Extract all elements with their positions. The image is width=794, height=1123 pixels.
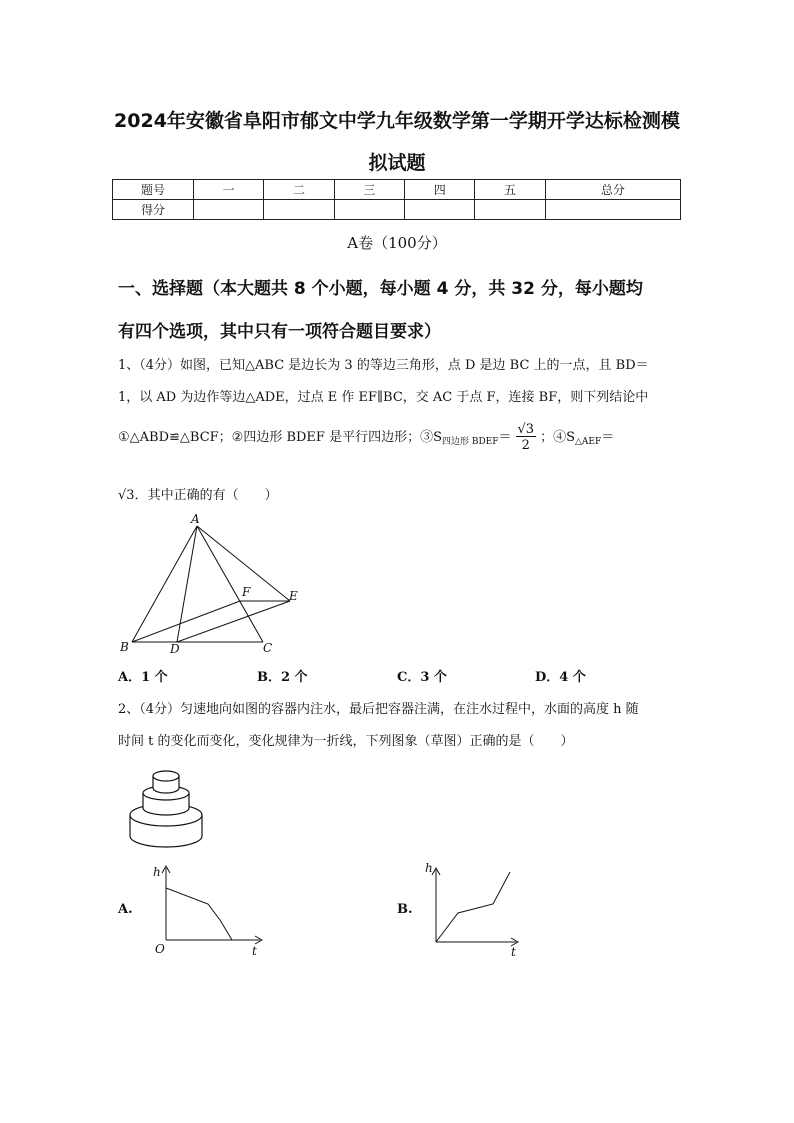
label-f: F <box>242 585 251 599</box>
q1-question-prompt: ．其中正确的有（ ） <box>134 488 278 503</box>
label-a: A <box>191 512 200 526</box>
label-e: E <box>289 589 298 603</box>
q1-statements-a: ①△ABD≌△BCF；②四边形 BDEF 是平行四边形；③S <box>118 430 442 445</box>
q1-area-subscript-bdef: 四边形 BDEF <box>441 437 499 447</box>
graph-a-origin-label: O <box>155 942 165 956</box>
score-header-cell: 题号 <box>113 180 194 200</box>
q2-text-line2: 时间 t 的变化而变化，变化规律为一折线，下列图象（草图）正确的是（ ） <box>118 734 574 749</box>
q1-sqrt3: √3 <box>118 488 135 503</box>
q1-option-a[interactable]: A．1 个 <box>118 670 168 685</box>
label-d: D <box>170 642 180 656</box>
score-header-cell: 五 <box>475 180 545 200</box>
section-heading-line2: 有四个选项，其中只有一项符合题目要求） <box>118 322 441 342</box>
score-header-cell: 一 <box>194 180 264 200</box>
score-header-cell: 二 <box>264 180 334 200</box>
q2-option-a[interactable]: A. <box>118 902 133 917</box>
q1-fraction-denominator: 2 <box>521 438 530 453</box>
q1-text-line1: 1、（4分）如图，已知△ABC 是边长为 3 的等边三角形，点 D 是边 BC 上的一点，且 BD＝ <box>118 358 649 373</box>
q1-option-d[interactable]: D．4 个 <box>535 670 586 685</box>
q1-text-line2: 1，以 AD 为边作等边△ADE，过点 E 作 EF∥BC，交 AC 于点 F，连接 BF，则下列结论中 <box>118 390 649 405</box>
q1-option-c[interactable]: C．3 个 <box>397 670 447 685</box>
q2-option-b[interactable]: B. <box>397 902 413 917</box>
q1-fraction-numerator: √3 <box>517 422 535 437</box>
graph-a-h-label: h <box>153 865 161 879</box>
graph-b-t-label: t <box>511 945 516 959</box>
q1-statements-b: ；④S <box>540 430 575 445</box>
q1-equals-2: ＝ <box>601 430 615 445</box>
exam-title-line2: 拟试题 <box>368 152 426 174</box>
label-c: C <box>263 641 273 655</box>
q1-option-b[interactable]: B．2 个 <box>257 670 308 685</box>
graph-a-t-label: t <box>252 944 257 958</box>
graph-b-curve <box>436 872 510 942</box>
q2-text-line1: 2、（4分）匀速地向如图的容器内注水，最后把容器注满，在注水过程中，水面的高度 h 随 <box>118 702 639 717</box>
score-header-cell: 总分 <box>545 180 680 200</box>
score-header-cell: 四 <box>405 180 475 200</box>
q1-area-subscript-aef: △AEF <box>574 437 602 447</box>
exam-title-line1: 2024年安徽省阜阳市郁文中学九年级数学第一学期开学达标检测模 <box>114 110 680 132</box>
section-heading-line1: 一、选择题（本大题共 8 个小题，每小题 4 分，共 32 分，每小题均 <box>118 279 643 299</box>
graph-b-h-label: h <box>425 861 433 875</box>
score-header-cell: 三 <box>334 180 404 200</box>
label-b: B <box>120 640 129 654</box>
volume-label: A卷（100分） <box>347 234 447 252</box>
score-row-label: 得分 <box>113 200 194 220</box>
q1-equals: ＝ <box>498 430 512 445</box>
